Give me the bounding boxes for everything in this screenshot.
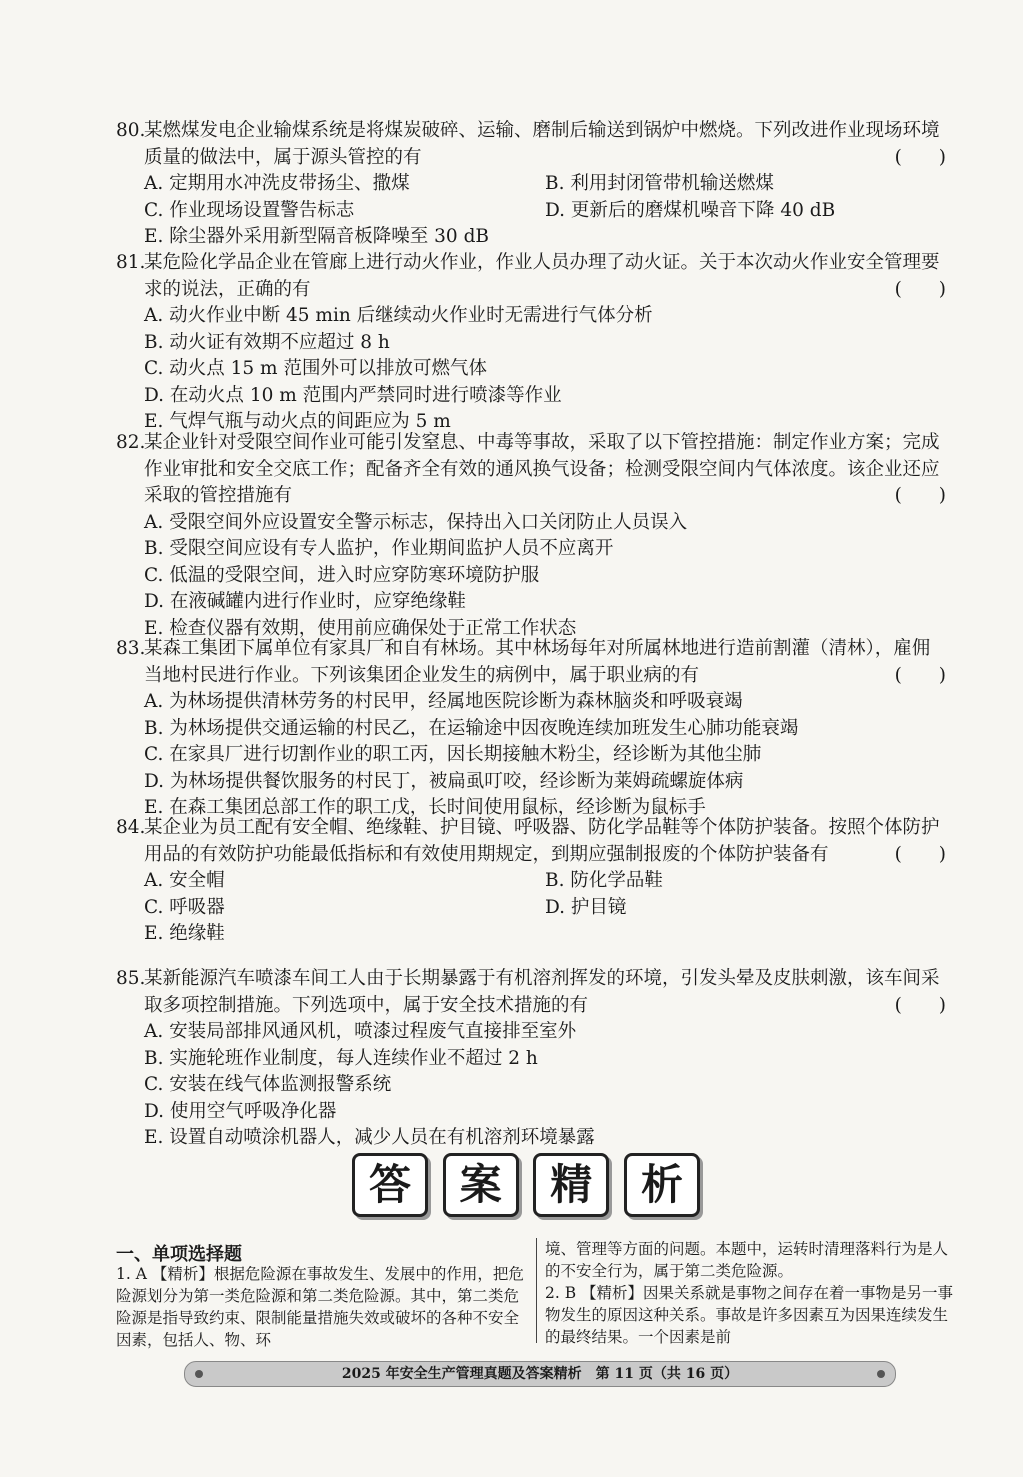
option-e: E. 气焊气瓶与动火点的间距应为 5 m (144, 411, 451, 432)
answer-blank: ( ) (894, 278, 946, 300)
footer-dot-icon (195, 1370, 203, 1378)
option-d: D. 为林场提供餐饮服务的村民丁，被扁虱叮咬，经诊断为莱姆疏螺旋体病 (144, 770, 744, 792)
option-c: C. 在家具厂进行切割作业的职工丙，因长期接触木粉尘，经诊断为其他尘肺 (144, 744, 762, 765)
option-d: D. 更新后的磨煤机噪音下降 40 dB (545, 199, 836, 221)
title-char: 答 (352, 1153, 428, 1217)
option-c: C. 呼吸器 (144, 896, 225, 918)
option-b: B. 动火证有效期不应超过 8 h (144, 331, 390, 353)
question-stem: 80.某燃煤发电企业输煤系统是将煤炭破碎、运输、磨制后输送到锅炉中燃烧。下列改进作业现场环境质量的做法中，属于源头管控的有 (116, 120, 940, 168)
question-82 (116, 430, 946, 642)
footer-dot-icon (877, 1370, 885, 1378)
answer-blank: ( ) (894, 664, 946, 686)
answer-section-title (352, 1153, 700, 1215)
question-81 (116, 250, 946, 436)
option-e: E. 绝缘鞋 (144, 923, 225, 944)
option-c: C. 动火点 15 m 范围外可以排放可燃气体 (144, 358, 487, 379)
answer-blank: ( ) (894, 485, 946, 506)
option-b: B. 实施轮班作业制度，每人连续作业不超过 2 h (144, 1047, 538, 1069)
option-e: E. 在森工集团总部工作的职工戊，长时间使用鼠标，经诊断为鼠标手 (144, 797, 706, 818)
question-stem: 83.某森工集团下属单位有家具厂和自有林场。其中林场每年对所属林地进行造前割灌（清林），雇佣当地村民进行作业。下列该集团企业发生的病例中，属于职业病的有 (116, 638, 931, 686)
footer-text: 2025 年安全生产管理真题及答案精析 第 11 页（共 16 页） (341, 1366, 739, 1382)
option-b: B. 防化学品鞋 (545, 870, 663, 891)
option-d: D. 护目镜 (545, 896, 627, 918)
answer-blank: ( ) (894, 994, 946, 1016)
question-85 (116, 966, 946, 1152)
explanation-continued: 境、管理等方面的问题。本题中，运转时清理落料行为是人的不安全行为，属于第二类危险源。 (545, 1240, 949, 1280)
option-b: B. 为林场提供交通运输的村民乙，在运输途中因夜晚连续加班发生心肺功能衰竭 (144, 717, 799, 739)
question-stem: 81.某危险化学品企业在管廊上进行动火作业，作业人员办理了动火证。关于本次动火作业安全管理要求的说法，正确的有 (116, 252, 940, 300)
question-stem: 85.某新能源汽车喷漆车间工人由于长期暴露于有机溶剂挥发的环境，引发头晕及皮肤刺激，该车间采取多项控制措施。下列选项中，属于安全技术措施的有 (116, 968, 940, 1016)
option-c: C. 作业现场设置警告标志 (144, 199, 355, 221)
option-d: D. 在液碱罐内进行作业时，应穿绝缘鞋 (144, 591, 466, 612)
option-d: D. 在动火点 10 m 范围内严禁同时进行喷漆等作业 (144, 384, 562, 406)
question-stem: 84.某企业为员工配有安全帽、绝缘鞋、护目镜、呼吸器、防化学品鞋等个体防护装备。按照个体防护用品的有效防护功能最低指标和有效使用期规定，到期应强制报废的个体防护装备有 (116, 817, 940, 865)
question-84 (116, 815, 946, 948)
option-a: A. 定期用水冲洗皮带扬尘、撒煤 (144, 173, 410, 194)
column-divider (536, 1238, 537, 1343)
option-e: E. 设置自动喷涂机器人，减少人员在有机溶剂环境暴露 (144, 1127, 595, 1148)
option-e: E. 检查仪器有效期，使用前应确保处于正常工作状态 (144, 617, 577, 639)
question-80 (116, 118, 946, 251)
answer-blank: ( ) (894, 843, 946, 865)
option-a: A. 安装局部排风通风机，喷漆过程废气直接排至室外 (144, 1021, 577, 1042)
option-e: E. 除尘器外采用新型隔音板降噪至 30 dB (144, 226, 490, 247)
question-stem: 82.某企业针对受限空间作业可能引发窒息、中毒等事故，采取了以下管控措施：制定作业方案；完成作业审批和安全交底工作；配备齐全有效的通风换气设备；检测受限空间内气体浓度。该企业还应采取的管控措施有 (116, 432, 940, 506)
title-char: 析 (624, 1153, 700, 1217)
explanation-2: 2. B 【精析】因果关系就是事物之间存在着一事物是另一事物发生的原因这种关系。事故是许多因素互为因果连续发生的最终结果。一个因素是前 (545, 1284, 954, 1346)
option-a: A. 为林场提供清林劳务的村民甲，经属地医院诊断为森林脑炎和呼吸衰竭 (144, 691, 743, 712)
option-a: A. 安全帽 (144, 870, 225, 891)
option-d: D. 使用空气呼吸净化器 (144, 1100, 337, 1122)
title-char: 案 (443, 1153, 519, 1217)
page-footer (184, 1361, 896, 1387)
option-c: C. 低温的受限空间，进入时应穿防寒环境防护服 (144, 564, 540, 586)
explanation-right-column (545, 1238, 955, 1348)
option-a: A. 动火作业中断 45 min 后继续动火作业时无需进行气体分析 (144, 305, 653, 326)
answer-blank: ( ) (894, 146, 946, 168)
question-83 (116, 636, 946, 822)
option-b: B. 受限空间应设有专人监护，作业期间监护人员不应离开 (144, 538, 614, 559)
explanation-left-column: 1. A 【精析】根据危险源在事故发生、发展中的作用，把危险源划分为第一类危险源和第二类危险源。其中，第二类危险源是指导致约束、限制能量措施失效或破坏的各种不安全因素，包括人、物、环 (116, 1265, 524, 1349)
section-heading: 一、单项选择题 (116, 1244, 242, 1265)
option-b: B. 利用封闭管带机输送燃煤 (545, 173, 774, 194)
option-c: C. 安装在线气体监测报警系统 (144, 1074, 392, 1095)
title-char: 精 (533, 1153, 609, 1217)
option-a: A. 受限空间外应设置安全警示标志，保持出入口关闭防止人员误入 (144, 511, 688, 533)
